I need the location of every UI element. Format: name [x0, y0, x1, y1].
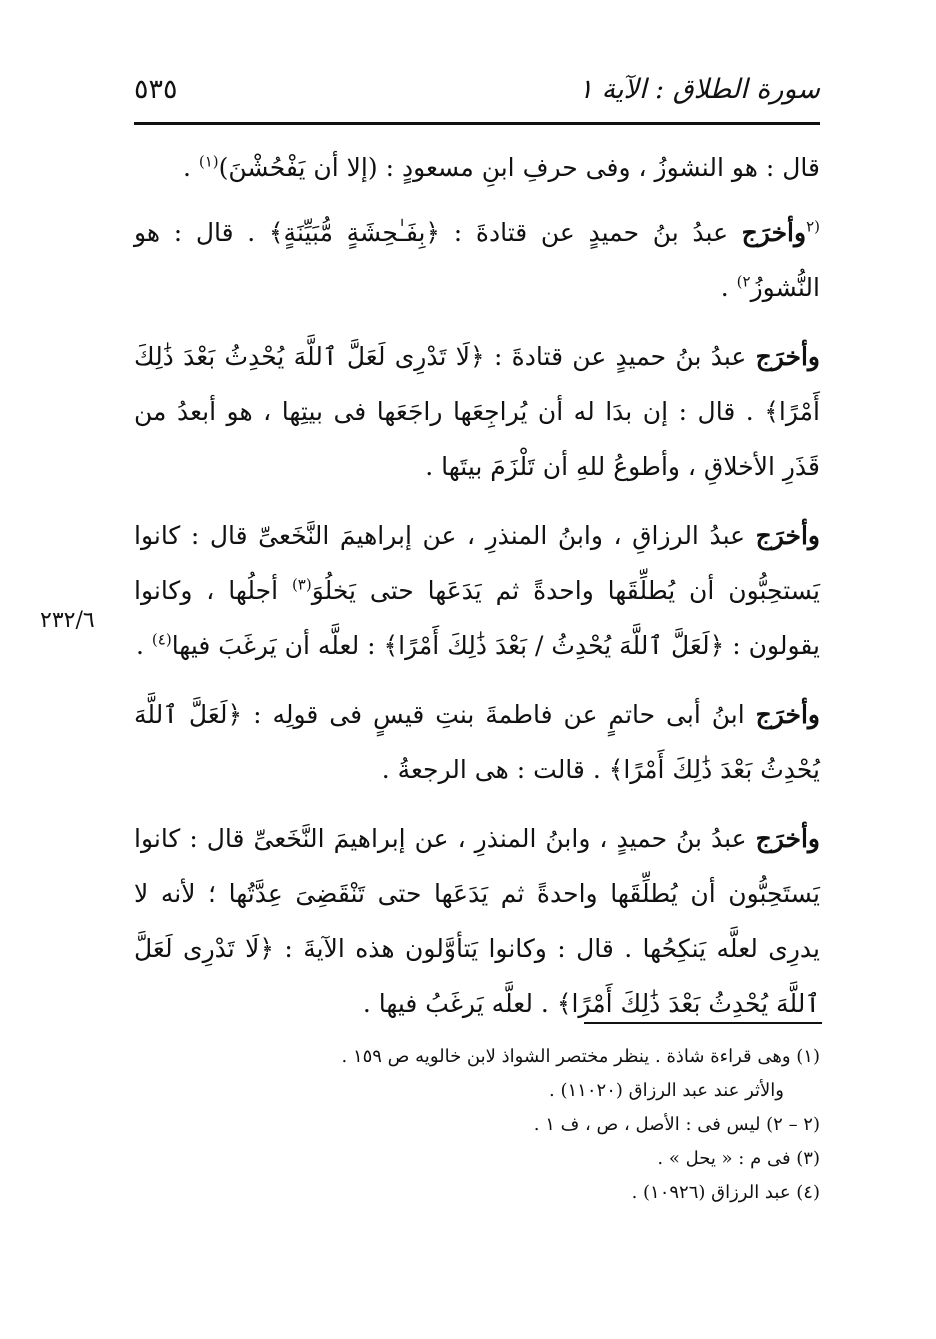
paragraph-tail: . — [720, 273, 737, 302]
paragraph-lead: وأخرَج — [755, 521, 820, 550]
footnote-marker: (٤) — [151, 630, 172, 649]
paragraph-3 — [134, 329, 820, 494]
paragraph-lead: وأخرَج — [755, 700, 820, 729]
paragraph-6 — [134, 811, 820, 1031]
paragraph-lead: وأخرَج — [755, 824, 820, 853]
footnote-3: (٣) فى م : « يحل » . — [657, 1148, 820, 1169]
paragraph-5 — [134, 687, 820, 797]
paragraph-text: عبدُ بنُ حميدٍ عن قتادةَ : ﴿بِفَـٰحِشَةٍ مُّبَيِّنَةٍ﴾ . قال : هو النُّشوزُ — [134, 218, 820, 302]
paragraph-2 — [134, 205, 820, 315]
footnote-1-continued: والأثر عند عبد الرزاق (١١٠٢٠) . — [549, 1080, 784, 1101]
paragraph-tail: . — [136, 631, 152, 660]
footnote-marker: (٣) — [291, 575, 312, 594]
paragraph-text: قال : هو النشوزُ ، وفى حرفِ ابنِ مسعودٍ : (إلا أن يَفْحُشْنَ) — [218, 153, 820, 182]
header-title: سورة الطلاق : الآية ١ — [578, 74, 820, 105]
paragraph-text: عبدُ الرزاقِ ، وابنُ المنذرِ ، عن إبراهيمَ النَّخَعىِّ قال : كانوا يَستحِبُّون أن يُطلِّقَها واحدةً ثم يَدَعَها حتى يَخلُوَ — [134, 521, 820, 605]
page-number: ٥٣٥ — [134, 74, 178, 105]
footnote-4: (٤) عبد الرزاق (١٠٩٢٦) . — [631, 1182, 820, 1203]
paragraph-text: ابنُ أبى حاتمٍ عن فاطمةَ بنتِ قيسٍ فى قولِه : ﴿لَعَلَّ ٱللَّهَ يُحْدِثُ بَعْدَ ذَٰلِكَ أَمْرًا﴾ . قالت : هى الرجعةُ . — [134, 700, 820, 784]
margin-reference: ٢٣٢/٦ — [40, 608, 95, 633]
paragraph-text: عبدُ بنُ حميدٍ ، وابنُ المنذرِ ، عن إبراهيمَ النَّخَعىِّ قال : كانوا يَستَحِبُّون أن يُطلِّقَها واحدةً ثم يَدَعَها حتى تَنْقَضِىَ عِدَّتُها ؛ لأنه لا يدرِى لعلَّه يَنكِحُها . قال : وكانوا يَتأوَّلون هذه الآيةَ : ﴿لَا تَدْرِى لَعَلَّ ٱللَّهَ يُحْدِثُ بَعْدَ ذَٰلِكَ أَمْرًا﴾ . لعلَّه يَرغَبُ فيها . — [134, 824, 820, 1018]
footnote-rule — [584, 1022, 822, 1024]
main-text — [134, 140, 820, 1045]
header-rule — [134, 122, 820, 125]
footnote-2: (٢ – ٢) ليس فى : الأصل ، ص ، ف ١ . — [533, 1114, 820, 1135]
footnote-1: (١) وهى قراءة شاذة . ينظر مختصر الشواذ لابن خالويه ص ١٥٩ . — [341, 1046, 820, 1067]
paragraph-4 — [134, 508, 820, 673]
footnotes — [134, 1040, 820, 1210]
paragraph-1 — [134, 140, 820, 195]
running-header — [134, 70, 820, 114]
paragraph-tail: . — [182, 153, 199, 182]
footnote-marker-end: ٢) — [736, 272, 751, 291]
footnote-marker-start: (٢ — [806, 217, 820, 236]
paragraph-lead: وأخرَج — [755, 342, 820, 371]
footnote-marker: (١) — [198, 152, 219, 171]
paragraph-lead: وأخرَج — [741, 218, 807, 247]
paragraph-text: عبدُ بنُ حميدٍ عن قتادةَ : ﴿لَا تَدْرِى لَعَلَّ ٱللَّهَ يُحْدِثُ بَعْدَ ذَٰلِكَ أَمْرًا﴾ . قال : إن بدَا له أن يُراجِعَها راجَعَها فى بيتِها ، هو أبعدُ من قَذَرِ الأخلاقِ ، وأطوعُ للهِ أن تَلْزَمَ بيتَها . — [134, 342, 820, 481]
paragraph-text-continued: أجلُها ، وكانوا يقولون : ﴿لَعَلَّ ٱللَّهَ يُحْدِثُ / بَعْدَ ذَٰلِكَ أَمْرًا﴾ : لعلَّه أن يَرغَبَ فيها — [134, 576, 820, 660]
